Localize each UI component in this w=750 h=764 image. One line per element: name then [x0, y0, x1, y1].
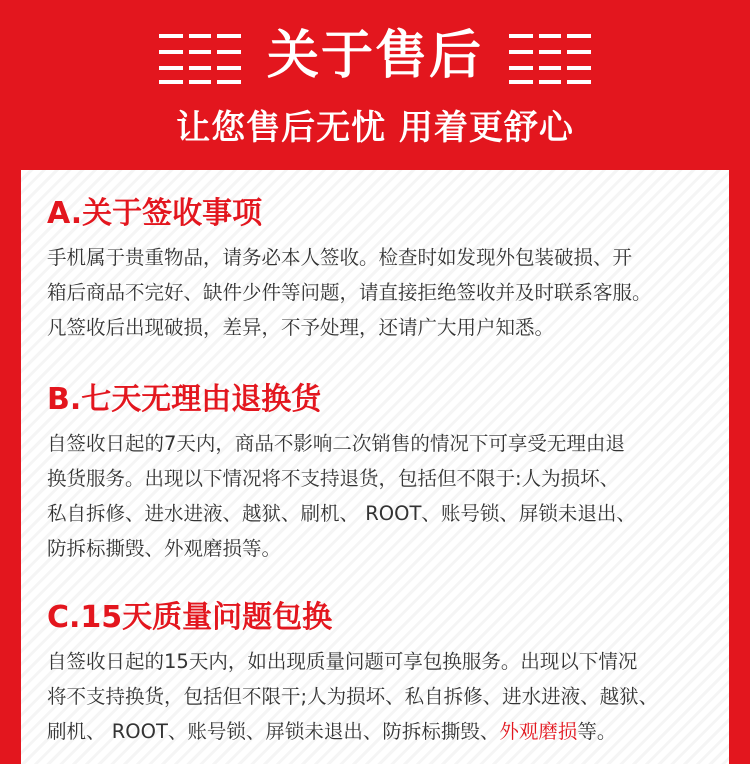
section-body	[47, 644, 711, 749]
body-line: 手机属于贵重物品，请务必本人签收。检查时如发现外包装破损、开	[47, 246, 633, 269]
right-stripes-decoration	[509, 28, 591, 84]
stripe	[189, 80, 211, 84]
stripe	[159, 80, 183, 84]
stripe	[509, 80, 533, 84]
stripe	[509, 34, 533, 38]
stripe	[189, 66, 211, 70]
body-line: 换货服务。出现以下情况将不支持退货，包括但不限于:人为损坏、	[47, 467, 620, 490]
stripe	[539, 50, 561, 54]
stripe	[159, 34, 183, 38]
section-title: B.七天无理由退换货	[47, 382, 322, 417]
stripe	[217, 66, 241, 70]
body-text: 等。	[577, 720, 617, 743]
section-seven-day-return	[47, 380, 711, 566]
body-line: 自签收日起的15天内，如出现质量问题可享包换服务。出现以下情况	[47, 650, 638, 673]
highlight-text: 外观磨损	[499, 720, 578, 743]
left-stripes-decoration	[159, 28, 241, 84]
stripe	[217, 50, 241, 54]
body-line: 将不支持换货，包括但不限干;人为损坏、私自拆修、进水进液、越狱、	[47, 685, 659, 708]
section-body	[47, 426, 711, 566]
stripe	[567, 80, 591, 84]
stripe	[159, 66, 183, 70]
stripe	[217, 34, 241, 38]
section-fifteen-day-exchange	[47, 598, 711, 749]
stripe	[567, 50, 591, 54]
body-line: 防拆标撕毁、外观磨损等。	[47, 537, 282, 560]
header-banner	[0, 0, 750, 172]
stripe	[159, 50, 183, 54]
section-signing	[47, 194, 711, 345]
stripe	[509, 66, 533, 70]
stripe	[539, 80, 561, 84]
body-text: 刷机、 ROOT、账号锁、屏锁未退出、防拆标撕毁、	[47, 720, 500, 743]
body-line: 箱后商品不完好、缺件少件等问题，请直接拒绝签收并及时联系客服。	[47, 281, 652, 304]
body-line-last	[47, 714, 711, 749]
body-line: 凡签收后出现破损，差异，不予处理，还请广大用户知悉。	[47, 316, 555, 339]
section-title: C.15天质量问题包换	[47, 600, 333, 635]
stripe	[539, 66, 561, 70]
stripe	[189, 34, 211, 38]
stripe	[217, 80, 241, 84]
title-row	[0, 16, 750, 96]
section-title: A.关于签收事项	[47, 196, 263, 231]
stripe	[539, 34, 561, 38]
body-line: 自签收日起的7天内，商品不影响二次销售的情况下可享受无理由退	[47, 432, 625, 455]
page-subtitle: 让您售后无忧 用着更舒心	[176, 108, 574, 148]
stripe	[189, 50, 211, 54]
stripe	[509, 50, 533, 54]
stripe	[567, 34, 591, 38]
body-line: 私自拆修、进水进液、越狱、刷机、 ROOT、账号锁、屏锁未退出、	[47, 502, 636, 525]
page-title: 关于售后	[266, 26, 483, 86]
content-panel	[21, 170, 729, 764]
section-body	[47, 240, 711, 345]
stripe	[567, 66, 591, 70]
